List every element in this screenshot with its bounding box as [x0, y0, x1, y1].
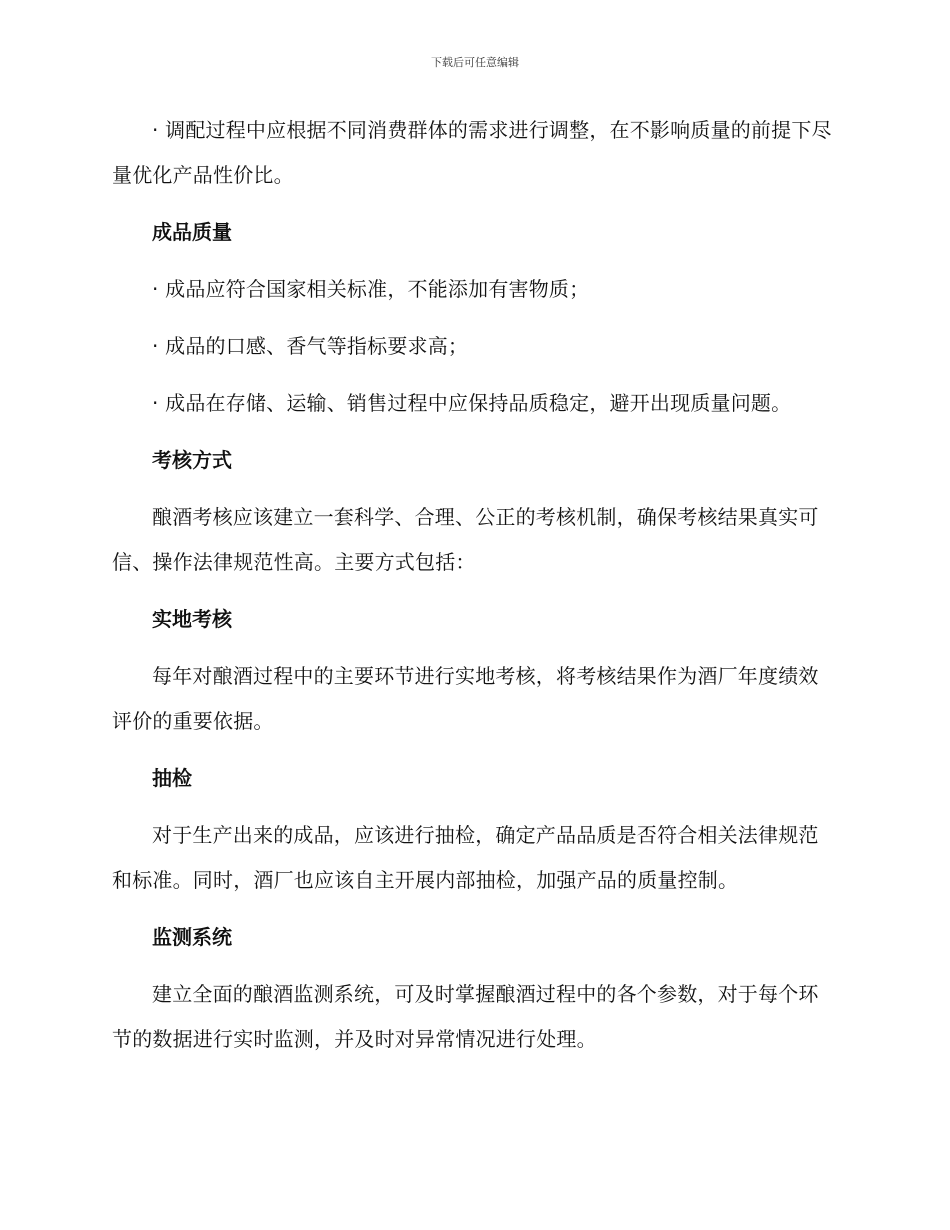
bullet-item: · 成品应符合国家相关标准，不能添加有害物质； — [152, 277, 590, 301]
paragraph: 建立全面的酿酒监测系统，可及时掌握酿酒过程中的各个参数，对于每个环节的数据进行实时监测，并及时对异常情况进行处理。 — [112, 982, 819, 1051]
document-body — [112, 108, 834, 1074]
section-heading: 抽检 — [152, 766, 192, 790]
paragraph: 酿酒考核应该建立一套科学、合理、公正的考核机制，确保考核结果真实可信、操作法律规范性高。主要方式包括： — [112, 505, 819, 574]
bullet-item: · 成品在存储、运输、销售过程中应保持品质稳定，避开出现质量问题。 — [152, 391, 792, 415]
section-heading: 考核方式 — [152, 448, 232, 472]
paragraph: 对于生产出来的成品，应该进行抽检，确定产品品质是否符合相关法律规范和标准。同时，酒厂也应该自主开展内部抽检，加强产品的质量控制。 — [112, 823, 819, 892]
paragraph: · 调配过程中应根据不同消费群体的需求进行调整，在不影响质量的前提下尽量优化产品性价比。 — [112, 118, 832, 187]
section-heading: 成品质量 — [152, 220, 232, 244]
paragraph: 每年对酿酒过程中的主要环节进行实地考核，将考核结果作为酒厂年度绩效评价的重要依据。 — [112, 664, 819, 733]
section-heading: 监测系统 — [152, 925, 232, 949]
page-header: 下载后可任意编辑 — [431, 56, 519, 69]
bullet-item: · 成品的口感、香气等指标要求高； — [152, 334, 469, 358]
section-heading: 实地考核 — [152, 607, 232, 631]
